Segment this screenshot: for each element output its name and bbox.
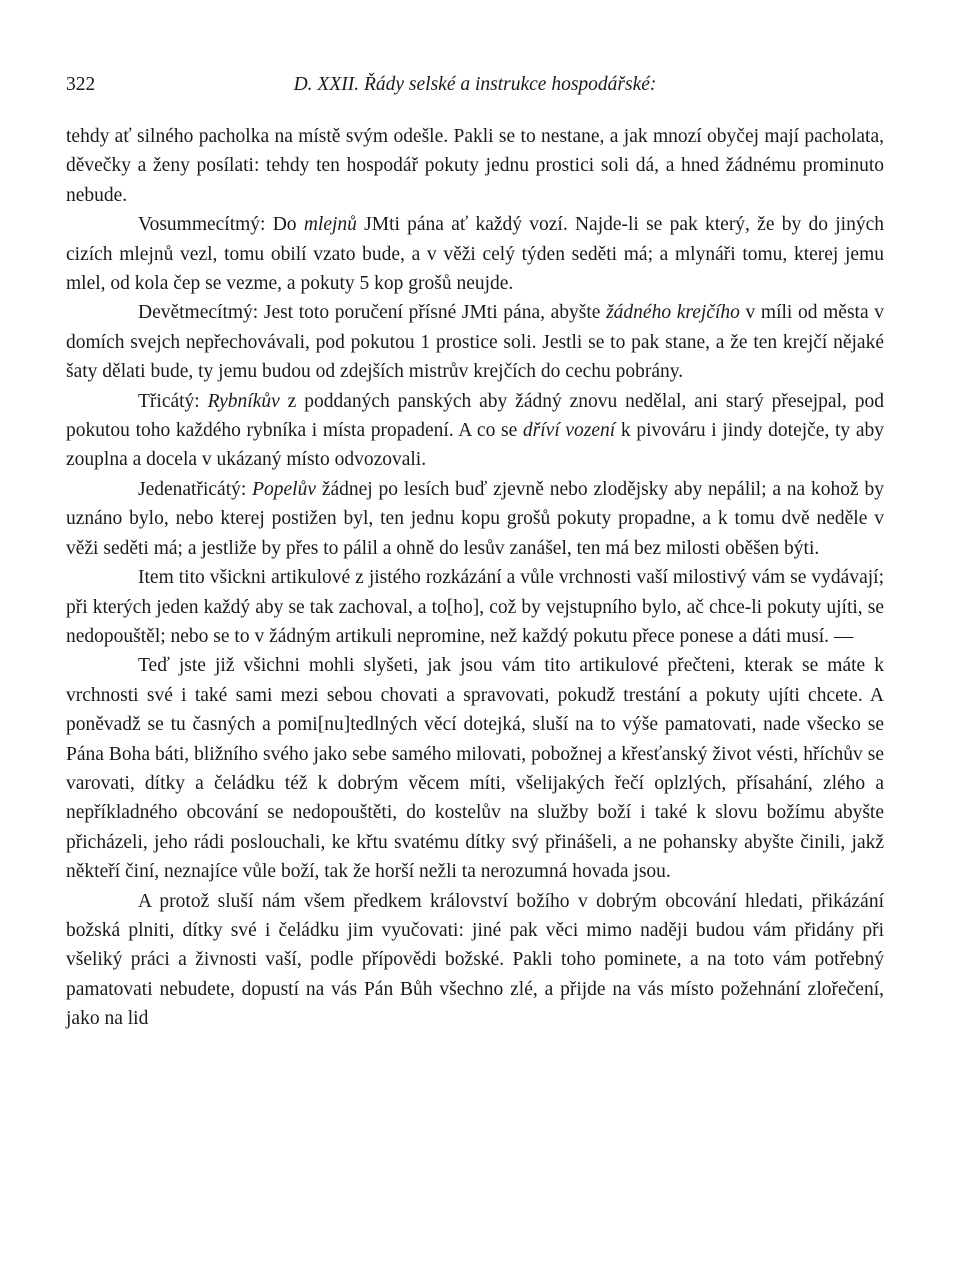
- text-run: k pivováru i jindy dotejče, ty aby zouplna a docela v ukázaný místo odvozovali.: [66, 420, 884, 471]
- text-run: Jedenatřicátý:: [138, 478, 253, 500]
- italic-term: Rybníkův: [207, 390, 280, 412]
- running-title: D. XXII. Řády selské a instrukce hospodářské:: [293, 74, 657, 95]
- body-text: [66, 122, 884, 1034]
- italic-term: dříví vození: [522, 420, 616, 442]
- paragraph: [66, 122, 884, 210]
- italic-term: žádného krejčího: [606, 302, 740, 324]
- paragraph: [66, 651, 884, 886]
- paragraph: [66, 563, 884, 651]
- page-header: [66, 70, 884, 100]
- text-run: Teď jste již všichni mohli slyšeti, jak jsou vám tito artikulové přečteni, kterak se máte k vrchnosti své i také sami mezi sebou chovati a spravovati, pokudž trestání a pokuty ujíti chcete. A poněvadž se tu časných a pomi[nu]tedlných věcí dotejká, sluší na to výše pamatovati, nade všecko se Pána Boha báti, bližního svého jako sebe samého milovati, pobožnej a křesťanský život vésti, hříchův se varovati, dítky a čeládku též k dobrým věcem míti, všelijakých řečí oplzlých, přísahání, zlého a nepříkladného obcování se nedopouštěti, do kostelův na služby boží i také k slovu božímu abyšte přicházeli, jeho rádi poslouchali, ke křtu svatému dítky svý přinášeli, a ne pohansky abyšte činili, jakž někteří činí, neznajíce vůle boží, tak že horší nežli ta nerozumná hovada jsou.: [66, 655, 884, 883]
- text-run: Devětmecítmý: Jest toto poručení přísné JMti pána, abyšte: [138, 302, 607, 324]
- italic-term: mlejnů: [303, 214, 357, 236]
- italic-term: Popelův: [252, 478, 316, 500]
- paragraph: [66, 298, 884, 386]
- paragraph: [66, 887, 884, 1034]
- text-run: z poddaných panských aby žádný znovu nedělal, ani starý přesejpal, pod pokutou toho každého rybníka i místa propadení. A co se: [66, 390, 884, 442]
- paragraph: [66, 475, 884, 563]
- document-page: [66, 70, 884, 1034]
- text-run: Item tito všickni artikulové z jistého rozkázání a vůle vrchnosti vaší milostivý vám se vydávají; při kterých jeden každý aby se tak zachoval, a to[ho], což by vejstupního bylo, ač chce-li pokuty ujíti, se nedopouštěl; nebo se to v žádným artikuli nepromine, než každý pokutu přece ponese a dáti musí. —: [66, 567, 884, 647]
- text-run: tehdy ať silného pacholka na místě svým odešle. Pakli se to nestane, a jak mnozí obyčej mají pacholata, děvečky a ženy posílati: tehdy ten hospodář pokuty jednu prostici soli dá, a hned žádnému prominuto nebude.: [66, 126, 884, 206]
- text-run: žádnej po lesích buď zjevně nebo zlodějsky aby nepálil; a na kohož by uznáno bylo, nebo kterej postižen byl, ten jednu kopu grošů pokuty propadne, a k tomu dvě neděle v věži seděti má; a jestliže by přes to pálil a ohně do lesův zanášel, ten má bez milosti oběšen býti.: [66, 478, 884, 559]
- page-number: 322: [66, 74, 96, 95]
- text-run: A protož sluší nám všem předkem království božího v dobrým obcování hledati, přikázání božská plniti, dítky své i čeládku jim vyučovati: jiné pak věci mimo naději budou vám přidány při všeliký práci a živnosti vaší, podle přípovědi božské. Pakli toho pominete, a na toto vám potřebný pamatovati nebudete, dopustí na vás Pán Bůh všechno zlé, a přijde na vás místo požehnání zlořečení, jako na lid: [66, 890, 884, 1030]
- text-run: v míli od města v domích svejch nepřechovávali, pod pokutou 1 prostice soli. Jestli se to pak stane, a že ten krejčí nějaké šaty dělati bude, ty jemu budou od zdejších mistrův krejčích do cechu pobrány.: [66, 302, 885, 383]
- text-run: Třicátý:: [138, 390, 208, 412]
- text-run: JMti pána ať každý vozí. Najde-li se pak který, že by do jiných cizích mlejnů vezl, tomu obilí vzato bude, a v věži celý týden seděti má; a mlynáři tomu, kterej jemu mlel, od kola čep se vezme, a pokuty 5 kop grošů neujde.: [66, 214, 884, 295]
- text-run: Vosummecítmý: Do: [138, 214, 304, 236]
- paragraph: [66, 210, 884, 298]
- paragraph: [66, 387, 884, 475]
